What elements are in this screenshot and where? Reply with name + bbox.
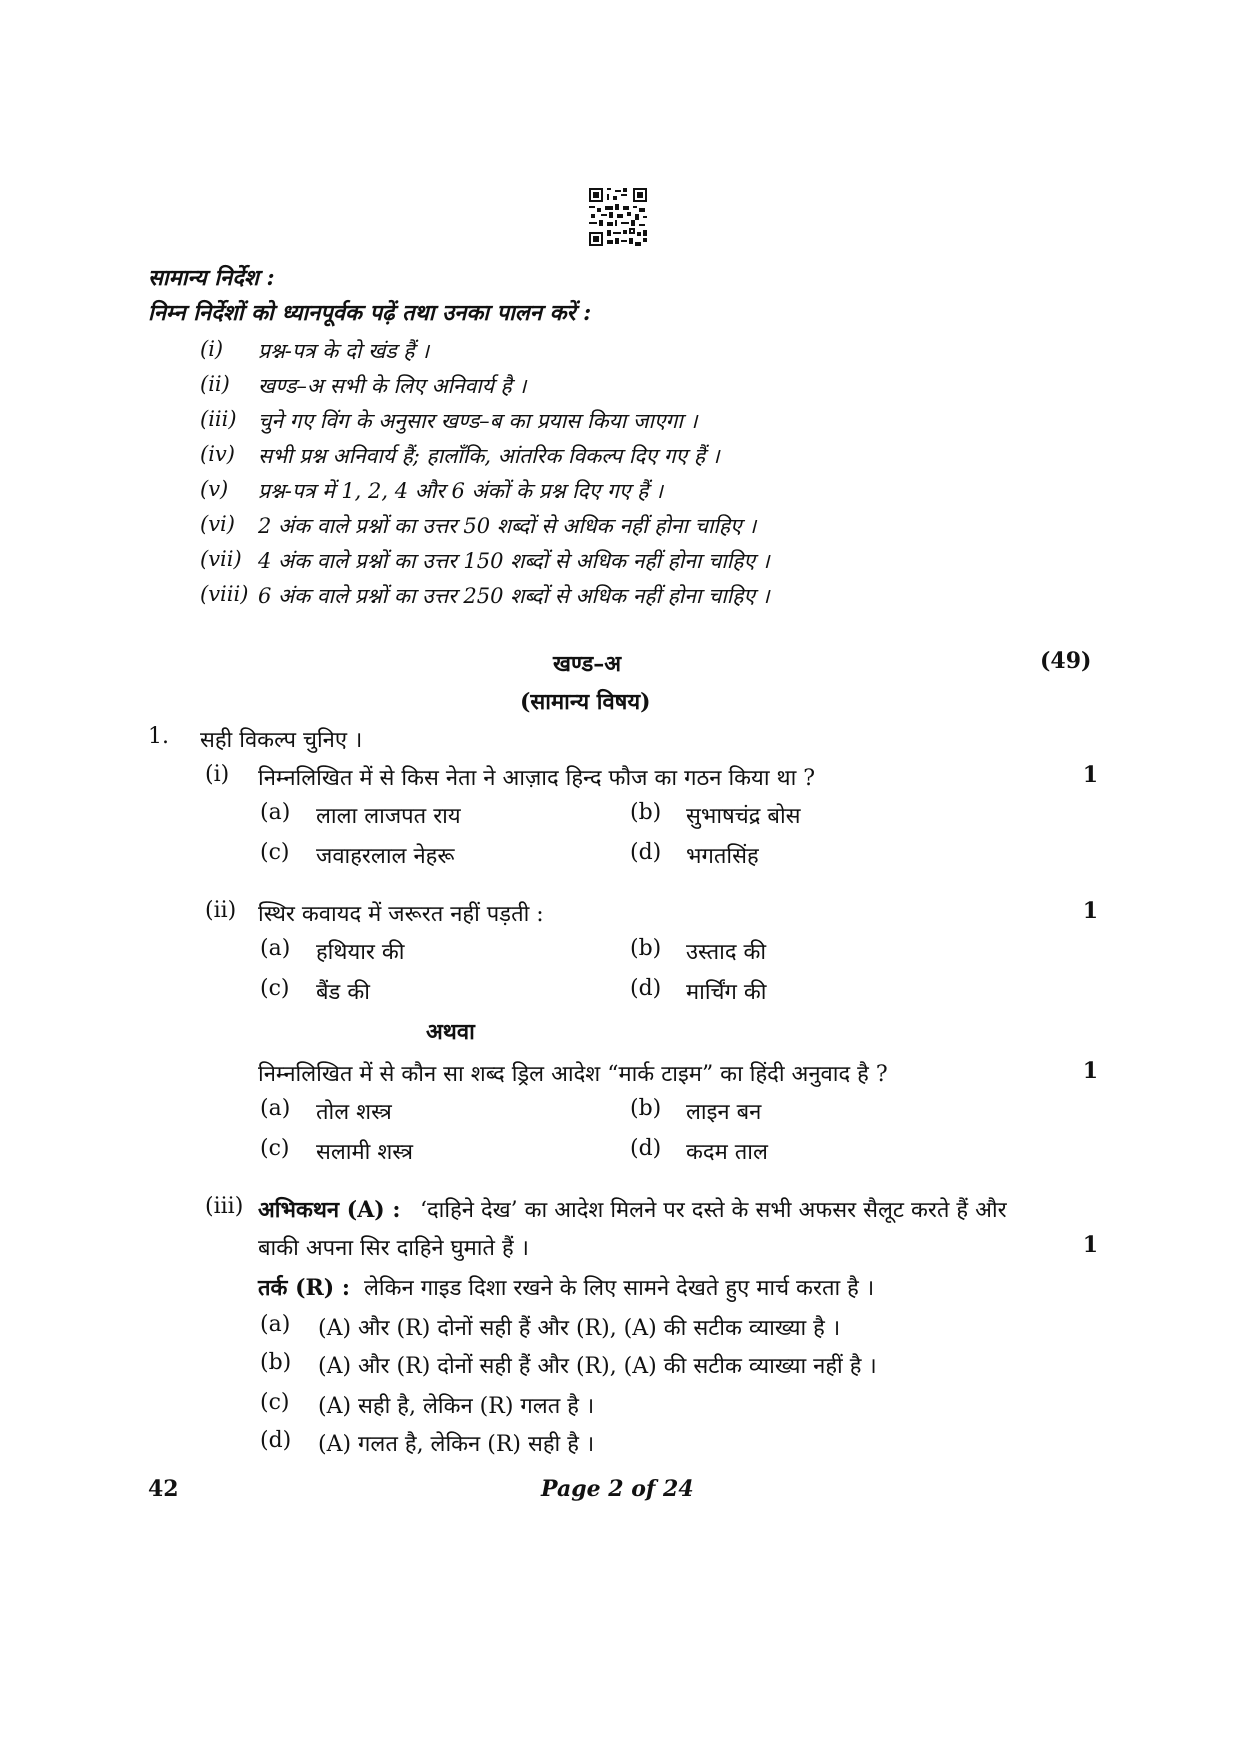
paper-code: 42 <box>148 1476 179 1502</box>
instruction-num: (ii) <box>200 372 230 396</box>
question-text: सही विकल्प चुनिए । <box>200 728 363 753</box>
option-label: (b) <box>630 936 662 961</box>
subquestion-text: निम्नलिखित में से किस नेता ने आज़ाद हिन्द फौज का गठन किया था ? <box>258 766 816 791</box>
option-text: भगतसिंह <box>686 844 759 869</box>
option-text: सुभाषचंद्र बोस <box>686 804 801 829</box>
instruction-text: 6 अंक वाले प्रश्नों का उत्तर 250 शब्दों से अधिक नहीं होना चाहिए । <box>258 584 770 608</box>
option-text: लाला लाजपत राय <box>316 804 461 829</box>
instructions-subheading: निम्न निर्देशों को ध्यानपूर्वक पढ़ें तथा उनका पालन करें : <box>148 300 592 326</box>
instruction-text: प्रश्न-पत्र के दो खंड हैं । <box>258 339 430 363</box>
option-text: उस्ताद की <box>686 940 767 965</box>
assertion-text: ‘दाहिने देख’ का आदेश मिलने पर दस्ते के सभी अफसर सैलूट करते हैं और <box>420 1198 1007 1223</box>
option-text: (A) गलत है, लेकिन (R) सही है । <box>318 1432 595 1457</box>
option-label: (b) <box>630 1096 662 1121</box>
option-label: (a) <box>260 936 291 961</box>
subquestion-number: (ii) <box>205 898 237 923</box>
marks: 1 <box>1082 1058 1098 1084</box>
option-text: मार्चिंग की <box>686 980 767 1005</box>
marks: 1 <box>1082 1232 1098 1258</box>
instruction-text: सभी प्रश्न अनिवार्य हैं; हालाँकि, आंतरिक विकल्प दिए गए हैं । <box>258 444 720 468</box>
instructions-heading: सामान्य निर्देश : <box>148 265 275 291</box>
or-label: अथवा <box>426 1019 475 1045</box>
option-text: (A) और (R) दोनों सही हैं और (R), (A) की सटीक व्याख्या नहीं है । <box>318 1354 877 1379</box>
option-text: कदम ताल <box>686 1140 768 1165</box>
instruction-text: 2 अंक वाले प्रश्नों का उत्तर 50 शब्दों से अधिक नहीं होना चाहिए । <box>258 514 757 538</box>
section-subtitle: (सामान्य विषय) <box>520 689 651 715</box>
section-marks: (49) <box>1040 648 1092 674</box>
option-text: हथियार की <box>316 940 405 965</box>
instruction-num: (vii) <box>200 547 242 571</box>
instruction-num: (v) <box>200 477 229 501</box>
alternate-question-text: निम्नलिखित में से कौन सा शब्द ड्रिल आदेश “मार्क टाइम” का हिंदी अनुवाद है ? <box>258 1062 888 1087</box>
marks: 1 <box>1082 898 1098 924</box>
question-number: 1. <box>148 724 169 749</box>
section-title: खण्ड–अ <box>553 651 622 677</box>
instruction-num: (iii) <box>200 407 237 431</box>
instruction-text: 4 अंक वाले प्रश्नों का उत्तर 150 शब्दों से अधिक नहीं होना चाहिए । <box>258 549 770 573</box>
option-label: (d) <box>630 840 662 865</box>
option-text: (A) और (R) दोनों सही हैं और (R), (A) की सटीक व्याख्या है । <box>318 1316 841 1341</box>
option-label: (d) <box>630 976 662 1001</box>
option-label: (a) <box>260 1096 291 1121</box>
instruction-num: (vi) <box>200 512 235 536</box>
reason-label: तर्क (R) : <box>258 1275 350 1301</box>
option-label: (c) <box>260 840 290 865</box>
option-label: (b) <box>630 800 662 825</box>
option-label: (b) <box>260 1350 292 1375</box>
subquestion-number: (iii) <box>205 1194 244 1219</box>
instruction-text: चुने गए विंग के अनुसार खण्ड–ब का प्रयास किया जाएगा । <box>258 409 698 433</box>
option-text: सलामी शस्त्र <box>316 1140 413 1165</box>
instruction-text: खण्ड–अ सभी के लिए अनिवार्य है । <box>258 374 527 398</box>
reason-text: लेकिन गाइड दिशा रखने के लिए सामने देखते हुए मार्च करता है । <box>364 1276 875 1301</box>
option-label: (c) <box>260 1390 290 1415</box>
instruction-num: (viii) <box>200 582 249 606</box>
subquestion-text: स्थिर कवायद में जरूरत नहीं पड़ती : <box>258 902 544 927</box>
option-text: जवाहरलाल नेहरू <box>316 844 455 869</box>
option-label: (a) <box>260 800 291 825</box>
option-text: तोल शस्त्र <box>316 1100 392 1125</box>
instruction-num: (i) <box>200 337 224 361</box>
option-text: (A) सही है, लेकिन (R) गलत है । <box>318 1394 595 1419</box>
marks: 1 <box>1082 762 1098 788</box>
page-number: Page 2 of 24 <box>541 1476 694 1502</box>
option-label: (d) <box>630 1136 662 1161</box>
option-label: (c) <box>260 1136 290 1161</box>
option-label: (c) <box>260 976 290 1001</box>
assertion-text-cont: बाकी अपना सिर दाहिने घुमाते हैं । <box>258 1236 529 1261</box>
subquestion-number: (i) <box>205 762 230 787</box>
option-label: (a) <box>260 1312 291 1337</box>
qr-code <box>589 188 647 246</box>
option-text: बैंड की <box>316 980 370 1005</box>
instruction-text: प्रश्न-पत्र में 1, 2, 4 और 6 अंकों के प्रश्न दिए गए हैं । <box>258 479 663 503</box>
instruction-num: (iv) <box>200 442 235 466</box>
assertion-label: अभिकथन (A) : <box>258 1197 401 1223</box>
option-label: (d) <box>260 1428 292 1453</box>
option-text: लाइन बन <box>686 1100 762 1125</box>
